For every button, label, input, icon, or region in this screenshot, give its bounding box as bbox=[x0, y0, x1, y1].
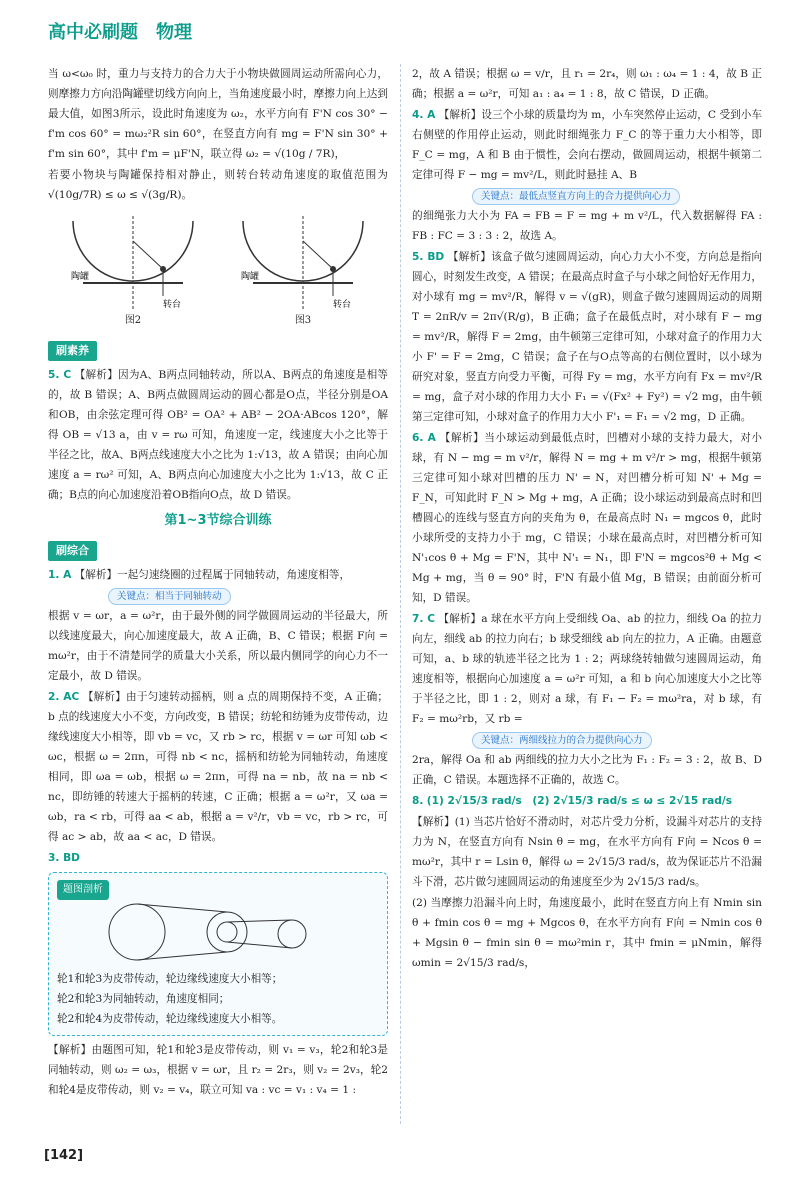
box-line: 轮2和轮4为皮带传动，轮边缘线速度大小相等。 bbox=[57, 1013, 283, 1025]
answer-text: 【解析】由于匀速转动摇柄，则 a 点的周期保持不变，A 正确；b 点的线速度大小不变，方向改变，B 错误；纺轮和纺锤为皮带传动，边缘线速度大小相等，即 vb = vc，又 rb > rc，根据 v = ωr 可知 ωb < ωc，根据 ω = 2πn，可得 nb < nc，摇柄和纺轮为同轴转动，角速度相同，即 ωa = ωb，根据 ω = 2πn，可得 na = nb，故 na = nb < nc，即纺锤的转速大于摇柄的转速，C 正确；根据 a = ω²r，又 ωa = ωb，ra < rb，可得 aa < ab，根据 a = v²/r，vb = vc，rb > rc，可得 ac > ab，故 aa < ac，D 错误。 bbox=[48, 691, 388, 843]
figure-3 bbox=[228, 211, 378, 331]
answer-text: (2) 当摩擦力沿漏斗向上时，角速度最小，此时在竖直方向上有 Nmin sin θ + fmin cos θ = mg + Mgcos θ，在水平方向有 F向 = Nmin cos θ + Mgsin θ − fmin sin θ = mω²min r，其中 fmin = μNmin，解得 ωmin = 2√15/3 rad/s， bbox=[412, 897, 762, 969]
answer-q6 bbox=[412, 428, 762, 608]
answer-key: (1) 2√15/3 rad/s (2) 2√15/3 rad/s ≤ ω ≤ 2√15 rad/s bbox=[426, 795, 733, 807]
box-line: 轮2和轮3为同轴转动，角速度相同； bbox=[57, 993, 230, 1005]
question-number: 7. C bbox=[412, 613, 435, 625]
label-pot: 陶罐 bbox=[241, 272, 260, 282]
box-header: 题图剖析 bbox=[57, 880, 109, 900]
answer-q5 bbox=[48, 365, 388, 505]
label-turntable: 转台 bbox=[333, 300, 352, 310]
question-number: 6. A bbox=[412, 432, 436, 444]
figure-2 bbox=[58, 211, 208, 331]
answer-q1 bbox=[48, 565, 388, 585]
answer-text: 【解析】该盒子做匀速圆周运动，向心力大小不变，方向总是指向圆心，时刻发生改变，A 错误；在最高点时盒子与小球之间恰好无作用力，对小球有 mg = mv²/R，解得 v = √(gR)，则盒子做匀速圆周运动的周期 T = 2πR/v = 2π√(R/g)，B 正确；盒子在最低点时，对小球有 F − mg = mv²/R，解得 F = 2mg，由牛顿第三定律可知，小球对盒子的作用力大小 F' = F = 2mg，C 错误；盒子在与O点等高的右侧位置时，以小球为研究对象，竖直方向受力平衡，可得 Fy = mg，水平方向有 Fx = mv²/R = mg，盒子对小球的作用力大小 F₁ = √(Fx² + Fy²) = √2 mg，由牛顿第三定律可知，小球对盒子的作用力大小 F'₁ = F₁ = √2 mg，D 正确。 bbox=[412, 251, 763, 423]
key-point-badge: 关键点：最低点竖直方向上的合力提供向心力 bbox=[472, 188, 680, 205]
paragraph: 2，故 A 错误；根据 ω = v/r，且 r₁ = 2r₄，则 ω₁ : ω₄ = 1 : 4，故 B 正确；根据 a = ω²r，可知 a₁ : a₄ = 1 : 8，故 C 错误，D 正确。 bbox=[412, 68, 762, 100]
column-divider bbox=[400, 64, 401, 1124]
right-column bbox=[412, 64, 762, 974]
pot-diagram-icon bbox=[233, 211, 373, 311]
pulley-diagram-icon bbox=[57, 900, 377, 962]
key-point-badge: 关键点：两细线拉力的合力提供向心力 bbox=[472, 732, 652, 749]
left-column bbox=[48, 64, 388, 1101]
pot-diagram-icon bbox=[63, 211, 203, 311]
page-title: 高中必刷题 物理 bbox=[48, 22, 192, 43]
question-number: 5. C bbox=[48, 369, 72, 381]
section-label: 刷素养 bbox=[48, 341, 97, 361]
paragraph: 当 ω<ω₀ 时，重力与支持力的合力大于小物块做圆周运动所需向心力，则摩擦力方向沿陶罐壁切线方向向上，当角速度最小时，摩擦力向上达到最大值，如图3所示，设此时角速度为 ω₂，水平方向有 F'N cos 30° − f'm cos 60° = mω₂²R sin 60°，在竖直方向有 mg = F'N sin 30° + f'm sin 60°，其中 f'm = μF'N，联立得 ω₂ = √(10g / 7R)， bbox=[48, 68, 388, 160]
answer-text: 的细绳张力大小为 FA = FB = F = mg + m v²/L，代入数据解得 FA : FB : FC = 3 : 3 : 2，故选 A。 bbox=[412, 210, 762, 242]
section-title: 第1~3节综合训练 bbox=[164, 513, 272, 528]
figure-caption: 图3 bbox=[294, 315, 312, 326]
answer-q2 bbox=[48, 687, 388, 847]
answer-q7 bbox=[412, 609, 762, 729]
question-number: 4. A bbox=[412, 109, 436, 121]
answer-q8 bbox=[412, 791, 762, 811]
question-number: 8. bbox=[412, 795, 424, 807]
answer-text: 【解析】当小球运动到最低点时，凹槽对小球的支持力最大，对小球，有 N − mg = m v²/r，解得 N = mg + m v²/r > mg，根据牛顿第三定律可知小球对凹槽的压力 N' = N，对凹槽分析可知 N' + Mg = F_N，可知此时 F_N > Mg + mg，A 正确；设小球运动到最高点时和凹槽圆心的连线与竖直方向的夹角为 θ，在最高点时 N₁ = mgcos θ，此时小球所受的支持力小于 mg，C 错误；小球在最高点时，对凹槽分析可知 N'₁cos θ + Mg = F'N，其中 N'₁ = N₁，即 F'N = mgcos²θ + Mg < Mg + mg，当 θ = 90° 时，F'N 有最小值 Mg，B 错误；由前面分析可知，D 错误。 bbox=[412, 432, 762, 604]
answer-text: 【解析】设三个小球的质量均为 m，小车突然停止运动，C 受到小车右侧壁的作用停止运动，则此时细绳张力 F_C 的等于重力大小相等，即 F_C = mg，A 和 B 由于惯性，会向右摆动，做圆周运动，根据牛顿第二定律可得 F − mg = mv²/L，则此时悬挂 A、B bbox=[412, 109, 762, 181]
box-line: 轮1和轮3为皮带传动，轮边缘线速度大小相等； bbox=[57, 973, 283, 985]
key-point-badge: 关键点：相当于同轴转动 bbox=[108, 588, 231, 605]
page-number: [142] bbox=[44, 1148, 84, 1163]
answer-q4 bbox=[412, 105, 762, 185]
question-number: 5. BD bbox=[412, 251, 445, 263]
answer-text: 【解析】因为A、B两点同轴转动，所以A、B两点的角速度是相等的，故 B 错误；A、B两点做圆周运动的圆心都是O点，半径分别是OA和OB，由余弦定理可得 OB² = OA² + AB² − 2OA·ABcos 120°，解得 OB = √13 a，由 v = rω 可知，角速度一定，线速度大小之比等于半径之比，故A、B两点线速度大小之比为 1:√13，故 A 错误；由向心加速度 a = rω² 可知，A、B两点向心加速度大小之比为 1:√13，故 C 正确；B点的向心加速度沿着OB指向O点，故 D 错误。 bbox=[48, 369, 388, 501]
figure-caption: 图2 bbox=[124, 315, 142, 326]
answer-text: 【解析】由题图可知，轮1和轮3是皮带传动，则 v₁ = v₃，轮2和轮3是同轴转动，则 ω₂ = ω₃，根据 v = ωr，且 r₂ = 2r₃，则 v₂ = 2v₃，轮2和轮4是皮带传动，则 v₂ = v₄，联立可知 va : vc = v₁ : v₄ = 1 : bbox=[48, 1044, 388, 1096]
answer-text: 2ra，解得 Oa 和 ab 两细线的拉力大小之比为 F₁ : F₂ = 3 : 2，故 B、D 正确，C 错误。本题选择不正确的，故选 C。 bbox=[412, 754, 762, 786]
figure-analysis-box bbox=[48, 872, 388, 1036]
paragraph: 若要小物块与陶罐保持相对静止，则转台转动角速度的取值范围为 √(10g/7R) ≤ ω ≤ √(3g/R)。 bbox=[48, 169, 388, 201]
answer-text: 【解析】(1) 当芯片恰好不滑动时，对芯片受力分析，设漏斗对芯片的支持力为 N，在竖直方向有 Nsin θ = mg，在水平方向有 F向 = Ncos θ = mω²r，其中 r = Lsin θ，解得 ω = 2√15/3 rad/s，故为保证芯片不沿漏斗下滑，芯片做匀速圆周运动的角速度至少为 2√15/3 rad/s。 bbox=[412, 816, 762, 888]
answer-text: 【解析】a 球在水平方向上受细线 Oa、ab 的拉力，细线 Oa 的拉力向左，细线 ab 的拉力向右；b 球受细线 ab 向左的拉力，A 正确。由题意可知，a、b 球的轨迹半径之比为 1 : 2；两球绕转轴做匀速圆周运动，角速度相等，根据向心加速度 a = ω²r 可知，a 和 b 向心加速度大小之比等于半径之比，即 1 : 2，则对 a 球，有 F₁ − F₂ = mω²ra，对 b 球，有 F₂ = mω²rb，又 rb = bbox=[412, 613, 762, 725]
answer-q5 bbox=[412, 247, 762, 427]
answer-text: 【解析】一起匀速绕圈的过程属于同轴转动，角速度相等， bbox=[74, 569, 351, 581]
label-pot: 陶罐 bbox=[71, 272, 90, 282]
question-number: 1. A bbox=[48, 569, 72, 581]
answer-q3 bbox=[48, 848, 388, 868]
label-turntable: 转台 bbox=[163, 300, 182, 310]
question-number: 2. AC bbox=[48, 691, 80, 703]
section-label: 刷综合 bbox=[48, 541, 97, 561]
question-number: 3. BD bbox=[48, 852, 80, 864]
answer-text: 根据 v = ωr，a = ω²r，由于最外侧的同学做圆周运动的半径最大，所以线速度最大，向心加速度最大，故 A 正确，B、C 错误；根据 F向 = mω²r，由于不清楚同学的质量大小关系，所以最内侧同学的向心力不一定最小，故 D 错误。 bbox=[48, 610, 388, 682]
figures bbox=[48, 211, 388, 331]
